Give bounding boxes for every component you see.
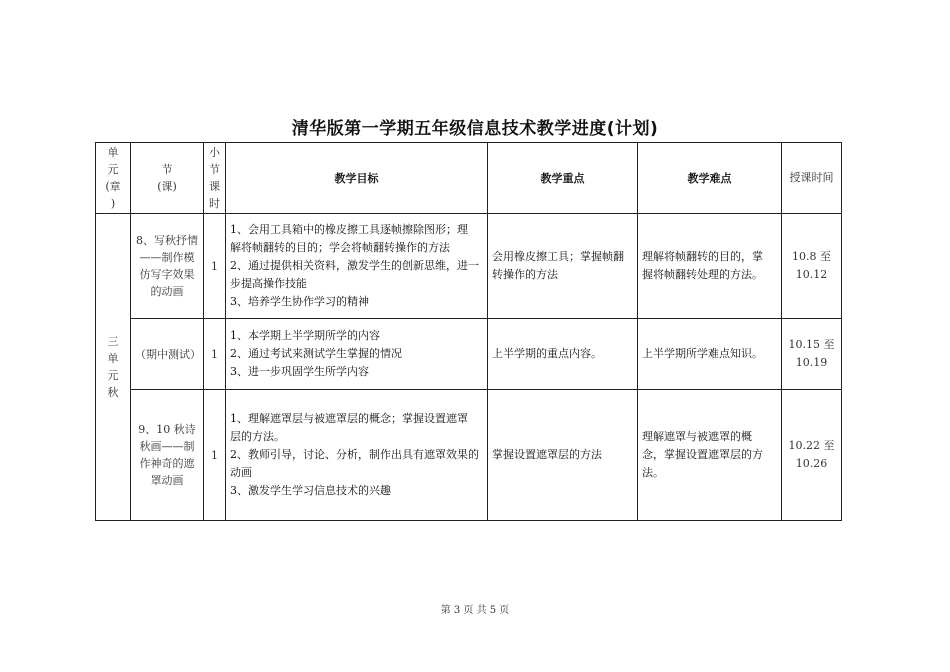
table-row <box>96 214 842 319</box>
header-unit-line: ) <box>110 197 116 210</box>
key-cell <box>488 390 638 521</box>
header-hours <box>204 143 226 214</box>
key-cell <box>488 319 638 390</box>
section-cell <box>131 214 204 319</box>
header-hours-line: 时 <box>209 197 220 210</box>
section-line: ——制作模 <box>139 251 195 264</box>
key-line: 上半学期的重点内容。 <box>492 347 602 360</box>
goal-line: 解将帧翻转的目的；学会将帧翻转操作的方法 <box>230 241 450 254</box>
header-section-line: 节 <box>161 163 173 176</box>
difficulty-line: 上半学期所学难点知识。 <box>642 347 763 360</box>
difficulty-line: 念，掌握设置遮罩层的方 <box>642 448 763 461</box>
header-hours-line: 小 <box>209 146 220 159</box>
header-unit-line: 单 <box>107 146 119 159</box>
hours-cell: 1 <box>204 214 226 319</box>
goal-line: 3、进一步巩固学生所学内容 <box>230 365 369 378</box>
time-line: 10.8 至 <box>792 250 831 263</box>
hours-cell: 1 <box>204 390 226 521</box>
table-row <box>96 319 842 390</box>
section-line: （期中测试） <box>135 347 201 361</box>
schedule-table <box>95 142 842 521</box>
key-line: 会用橡皮擦工具；掌握帧翻 <box>492 250 624 263</box>
difficulty-cell <box>638 214 782 319</box>
section-cell <box>131 390 204 521</box>
header-unit-line: (章 <box>105 180 121 193</box>
goal-line: 2、通过提供相关资料，激发学生的创新思维，进一 <box>230 259 479 272</box>
unit-line: 秋 <box>107 386 119 399</box>
difficulty-line: 理解遮罩与被遮罩的概 <box>642 430 752 443</box>
time-line: 10.26 <box>795 457 828 470</box>
key-cell <box>488 214 638 319</box>
goals-cell <box>226 214 488 319</box>
section-cell <box>131 319 204 390</box>
goal-line: 2、教师引导，讨论、分析，制作出具有遮罩效果的 <box>230 448 479 461</box>
section-line: 罩动画 <box>150 474 184 487</box>
header-section-line: (课) <box>157 180 177 193</box>
header-hours-line: 节 <box>209 163 220 176</box>
section-line: 9、10 秋诗 <box>138 423 196 436</box>
section-line: 仿写字效果 <box>139 268 195 281</box>
section-line: 作神奇的遮 <box>139 457 195 470</box>
goal-line: 1、本学期上半学期所学的内容 <box>230 329 380 342</box>
key-line: 掌握设置遮罩层的方法 <box>492 448 602 461</box>
time-line: 10.12 <box>795 268 828 281</box>
goal-line: 1、理解遮罩层与被遮罩层的概念；掌握设置遮罩 <box>230 412 468 425</box>
goal-line: 3、激发学生学习信息技术的兴趣 <box>230 484 391 497</box>
header-row <box>96 143 842 214</box>
unit-line: 单 <box>107 352 119 365</box>
header-time: 授课时间 <box>782 143 842 214</box>
time-cell <box>782 214 842 319</box>
header-key: 教学重点 <box>488 143 638 214</box>
section-line: 秋画——制 <box>139 440 195 453</box>
goal-line: 1、会用工具箱中的橡皮擦工具逐帧擦除图形；理 <box>230 223 468 236</box>
goal-line: 层的方法。 <box>230 430 285 443</box>
time-cell <box>782 319 842 390</box>
header-hours-line: 课 <box>209 180 220 193</box>
difficulty-line: 理解将帧翻转的目的，掌 <box>642 250 763 263</box>
time-line: 10.22 至 <box>788 439 835 452</box>
section-line: 8、写秋抒情 <box>136 234 198 247</box>
section-line: 的动画 <box>150 285 184 298</box>
header-section <box>131 143 204 214</box>
difficulty-cell <box>638 390 782 521</box>
unit-cell <box>96 214 131 521</box>
difficulty-line: 握将帧翻转处理的方法。 <box>642 268 763 281</box>
header-goals: 教学目标 <box>226 143 488 214</box>
goal-line: 动画 <box>230 466 252 479</box>
goal-line: 步提高操作技能 <box>230 277 307 290</box>
goal-line: 3、培养学生协作学习的精神 <box>230 295 369 308</box>
goals-cell <box>226 319 488 390</box>
goal-line: 2、通过考试来测试学生掌握的情况 <box>230 347 402 360</box>
time-cell <box>782 390 842 521</box>
header-unit <box>96 143 131 214</box>
hours-cell: 1 <box>204 319 226 390</box>
key-line: 转操作的方法 <box>492 268 558 281</box>
page-title: 清华版第一学期五年级信息技术教学进度(计划) <box>291 119 659 139</box>
header-unit-line: 元 <box>107 163 119 176</box>
unit-line: 元 <box>107 369 119 382</box>
goals-cell <box>226 390 488 521</box>
time-line: 10.19 <box>795 356 828 369</box>
unit-line: 三 <box>107 335 119 348</box>
page-footer: 第 3 页 共 5 页 <box>440 605 510 616</box>
time-line: 10.15 至 <box>788 338 835 351</box>
difficulty-line: 法。 <box>642 466 664 479</box>
difficulty-cell <box>638 319 782 390</box>
table-row <box>96 390 842 521</box>
header-difficulty: 教学难点 <box>638 143 782 214</box>
